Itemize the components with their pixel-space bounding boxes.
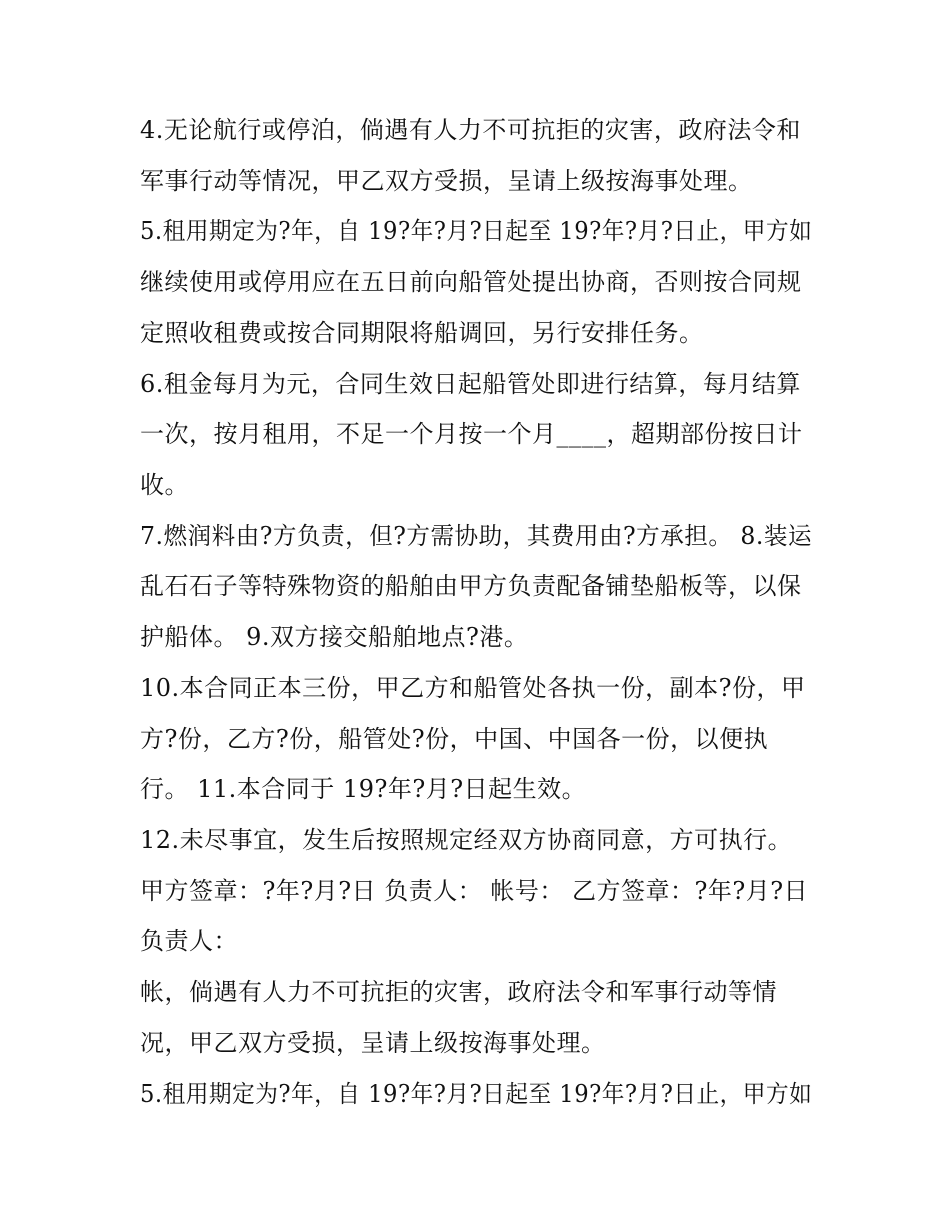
text-line: 帐，倘遇有人力不可抗拒的灾害，政府法令和军事行动等情 — [140, 978, 777, 1006]
text-line: 军事行动等情况，甲乙双方受损，呈请上级按海事处理。 — [140, 167, 753, 195]
text-line: 乱石石子等特殊物资的船舶由甲方负责配备铺垫船板等，以保 — [140, 572, 802, 600]
text-line: 5.租用期定为?年，自 19?年?月?日起至 19?年?月?日止，甲方如 — [140, 217, 813, 245]
text-line: 12.未尽事宜，发生后按照规定经双方协商同意，方可执行。 — [140, 826, 793, 854]
text-line: 6.租金每月为元，合同生效日起船管处即进行结算，每月结算 — [140, 370, 801, 398]
text-line: 7.燃润料由?方负责，但?方需协助，其费用由?方承担。 8.装运 — [140, 522, 813, 550]
text-line: 收。 — [140, 471, 189, 499]
text-line: 继续使用或停用应在五日前向船管处提出协商，否则按合同规 — [140, 268, 802, 296]
text-line: 一次，按月租用，不足一个月按一个月____，超期部份按日计 — [140, 420, 803, 448]
text-line: 定照收租费或按合同期限将船调回，另行安排任务。 — [140, 319, 704, 347]
text-line: 护船体。 9.双方接交船舶地点?港。 — [140, 623, 529, 651]
text-line: 10.本合同正本三份，甲乙方和船管处各执一份，副本?份，甲 — [140, 674, 806, 702]
text-line: 况，甲乙双方受损，呈请上级按海事处理。 — [140, 1029, 606, 1057]
text-line: 方?份，乙方?份，船管处?份，中国、中国各一份，以便执 — [140, 725, 769, 753]
text-line: 甲方签章：?年?月?日 负责人： 帐号： 乙方签章：?年?月?日 — [140, 877, 809, 905]
text-line: 负责人： — [140, 927, 238, 955]
text-line: 4.无论航行或停泊，倘遇有人力不可抗拒的灾害，政府法令和 — [140, 116, 801, 144]
text-line: 5.租用期定为?年，自 19?年?月?日起至 19?年?月?日止，甲方如 — [140, 1080, 813, 1108]
text-line: 行。 11.本合同于 19?年?月?日起生效。 — [140, 775, 587, 803]
